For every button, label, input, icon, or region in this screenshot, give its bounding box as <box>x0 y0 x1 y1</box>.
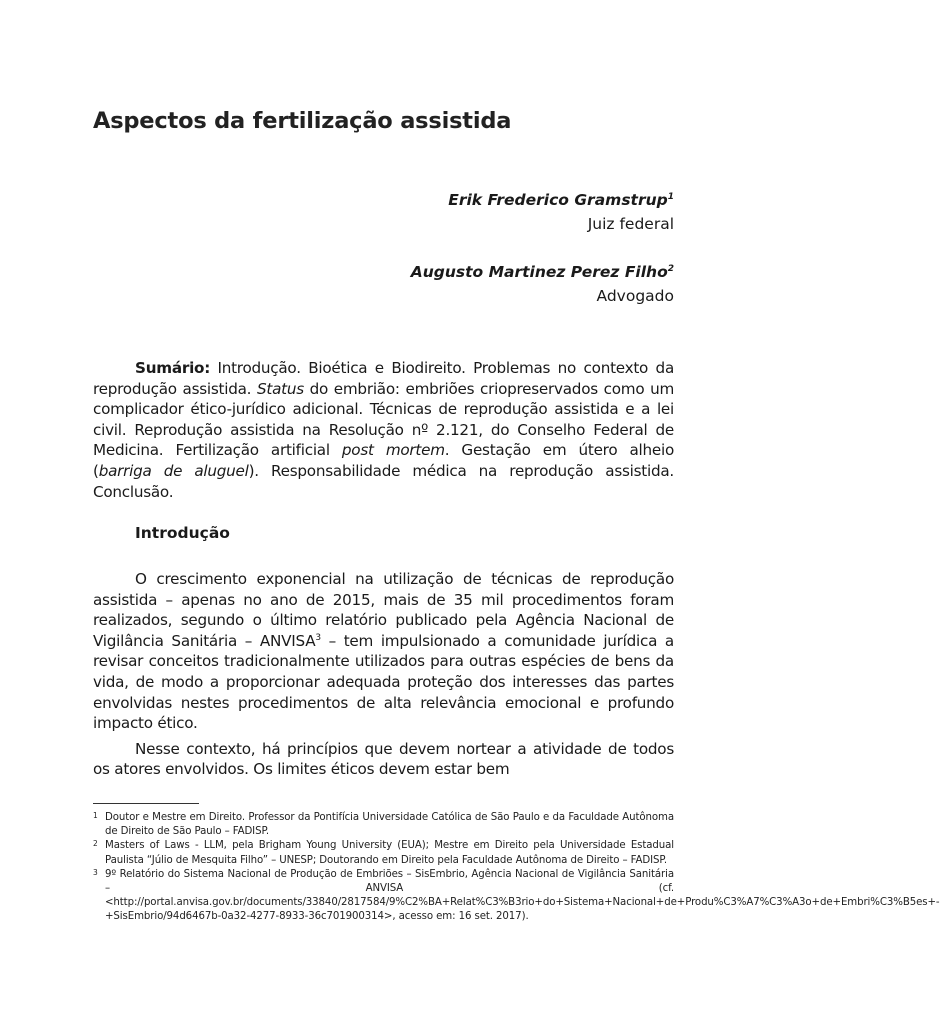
footnote-ref: 3 <box>315 632 321 643</box>
footnote-ref: 1 <box>667 191 674 202</box>
article-title: Aspectos da fertilização assistida <box>93 108 512 134</box>
author-role: Juiz federal <box>587 215 674 233</box>
paragraph: Nesse contexto, há princípios que devem nortear a atividade de todos os atores envolvidos. Os limites éticos devem estar bem <box>93 739 674 779</box>
summary-label: Sumário: <box>135 359 211 377</box>
paragraph: O crescimento exponencial na utilização de técnicas de reprodução assistida – apenas no ano de 2015, mais de 35 mil procedimentos foram realizados, segundo o último relatório publicado pela Agência Nacional de Vigilância Sanitária – ANVISA$^3$ – tem impulsionado a comunidade jurídica a revisar conceitos tradicionalmente utilizados para outras espécies de bens da vida, de modo a proporcionar adequada proteção dos interesses das partes envolvidas nestes procedimentos de alta relevância emocional e profundo impacto ético. <box>93 570 674 733</box>
footnote-ref: 2 <box>667 263 674 274</box>
footnote-divider <box>93 803 199 804</box>
author-block-2 <box>411 260 674 308</box>
footnotes <box>93 811 940 925</box>
section-heading: Introdução <box>135 524 230 542</box>
footnote: 3 9º Relatório do Sistema Nacional de Produção de Embriões – SisEmbrio, Agência Nacional de Vigilância Sanitária – ANVISA (cf. <http://portal.anvisa.gov.br/documents/33840/2817584/9%C2%BA+Relat%C3%B3rio+do+Sistema+Nacional+de+Produ%C3%A7%C3%A3o+de+Embri%C3%B5es+-+SisEmbrio/94d6467b-0a32-4277-8933-36c701900314>, acesso em: 16 set. 2017). <box>93 867 940 923</box>
author-role: Advogado <box>596 287 674 305</box>
summary-paragraph: Sumário: Introdução. Bioética e Biodireito. Problemas no contexto da reprodução assistida. Status do embrião: embriões criopreservados como um complicador ético-jurídico adicional. Técnicas de reprodução assistida e a lei civil. Reprodução assistida na Resolução nº 2.121, do Conselho Federal de Medicina. Fertilização artificial post mortem. Gestação em útero alheio (barriga de aluguel). Responsabilidade médica na reprodução assistida. Conclusão. <box>93 359 675 501</box>
footnote: 2 Masters of Laws - LLM, pela Brigham Young University (EUA); Mestre em Direito pela Universidade Estadual Paulista “Júlio de Mesquita Filho” – UNESP; Doutorando em Direito pela Faculdade Autônoma de Direito – FADISP. <box>93 839 674 866</box>
body-text <box>93 569 674 785</box>
author-name: Erik Frederico Gramstrup$^1$ <box>448 191 674 209</box>
author-block-1 <box>448 188 674 236</box>
author-name: Augusto Martinez Perez Filho$^2$ <box>410 263 674 281</box>
footnote: 1 Doutor e Mestre em Direito. Professor da Pontifícia Universidade Católica de São Paulo e da Faculdade Autônoma de Direito de São Paulo – FADISP. <box>93 811 674 838</box>
